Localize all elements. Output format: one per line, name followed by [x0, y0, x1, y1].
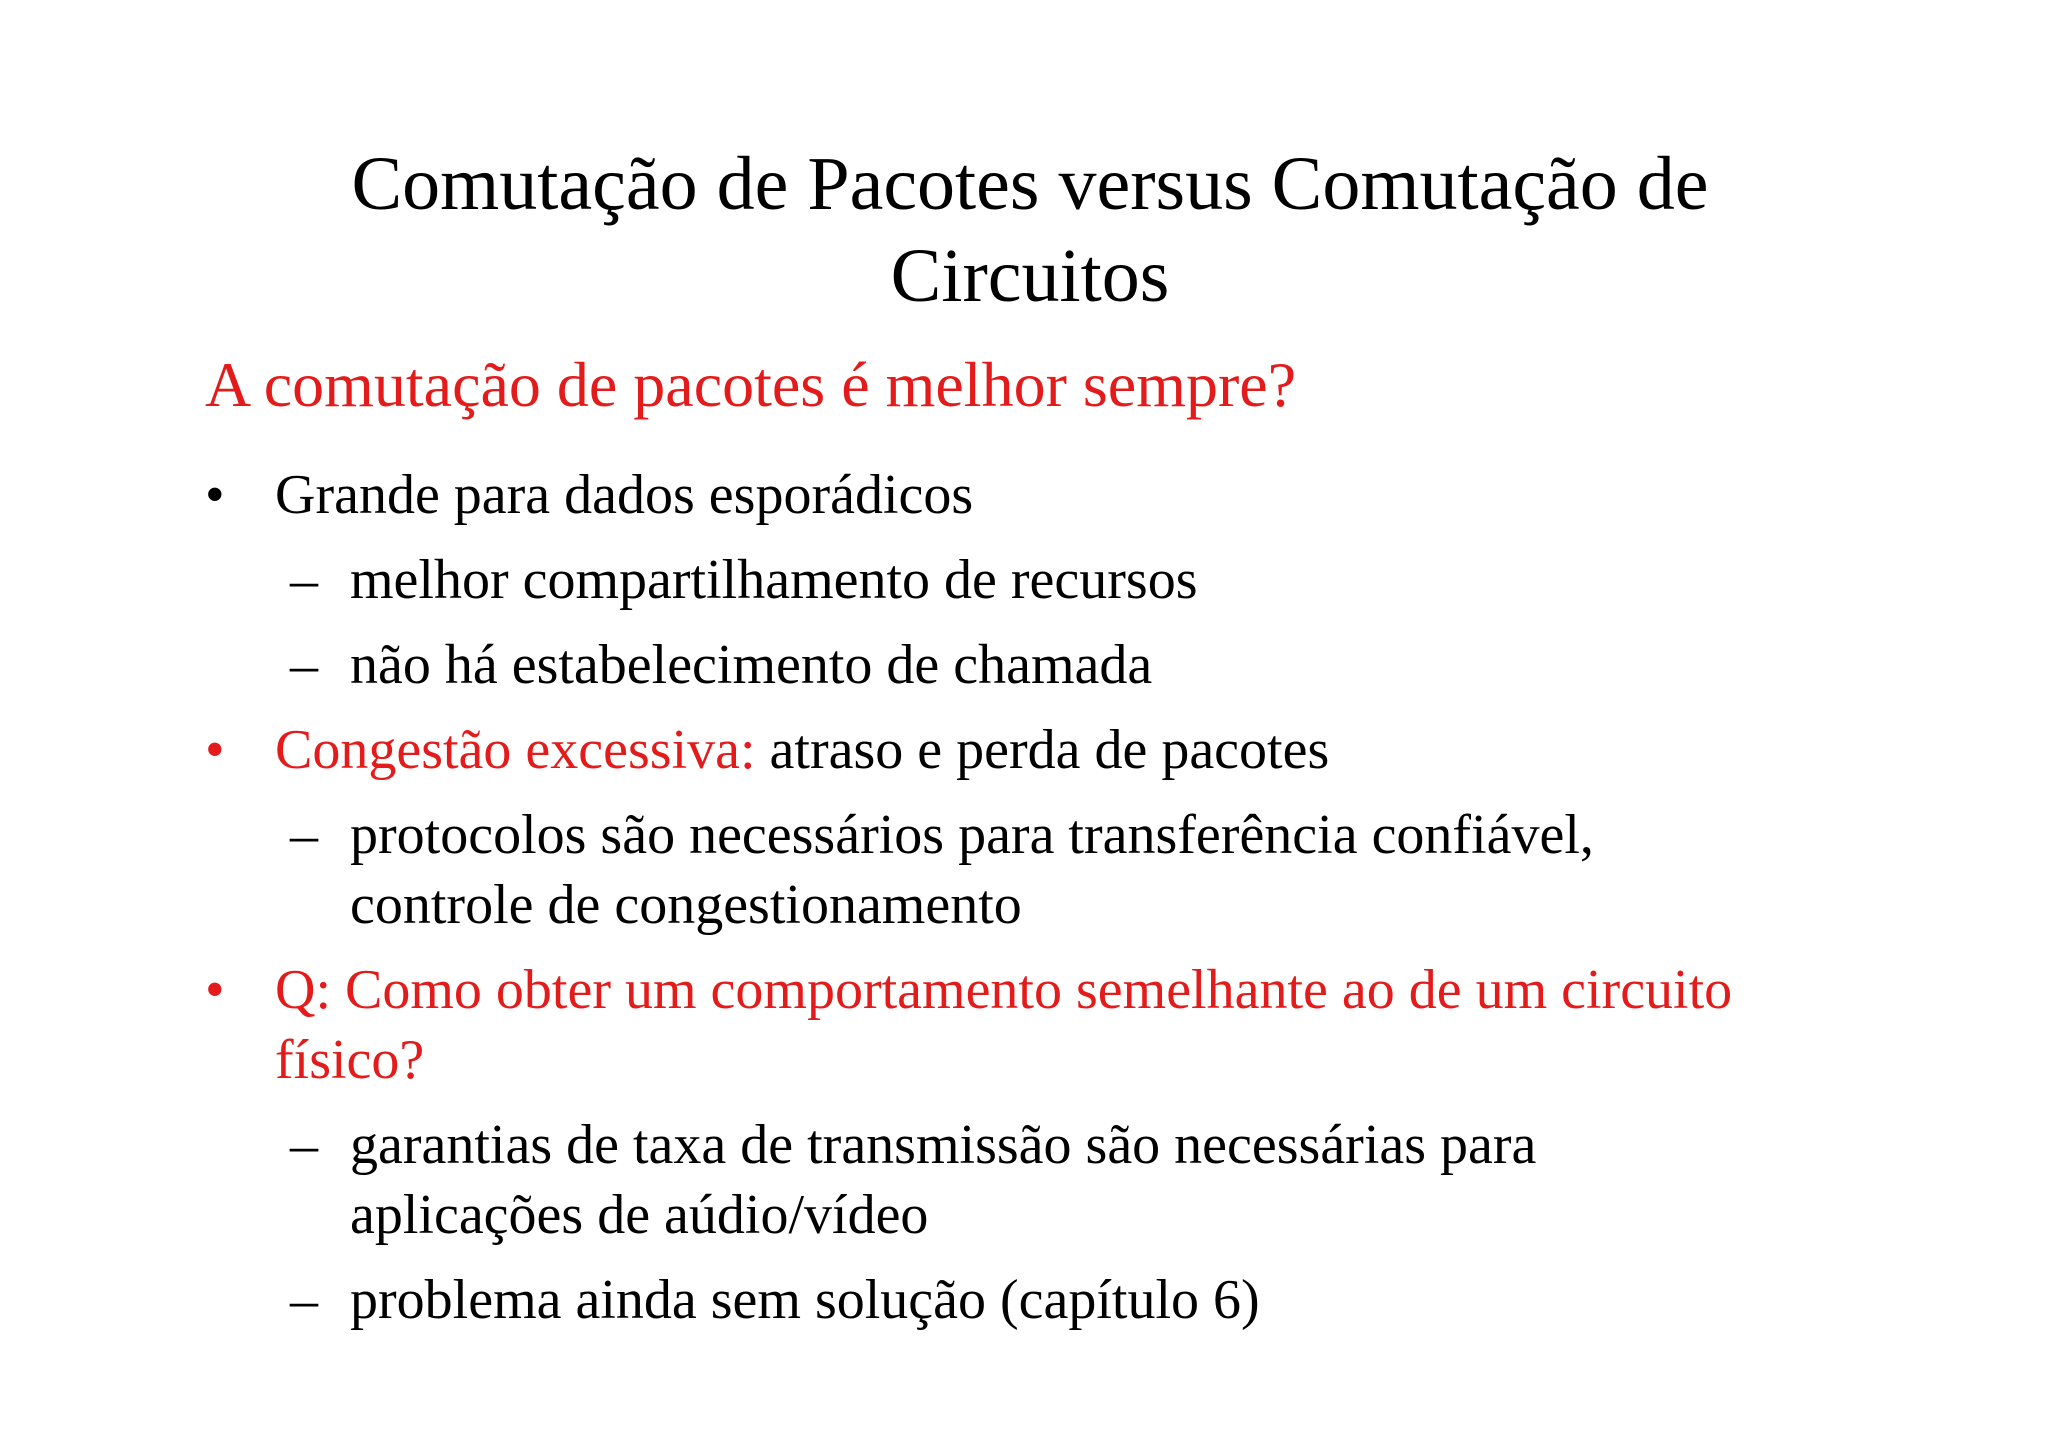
subbullet-text: problema ainda sem solução (capítulo 6): [350, 1269, 1260, 1331]
subbullet-text: [350, 1110, 1536, 1250]
subbullet-text: não há estabelecimento de chamada: [350, 634, 1153, 696]
bullet-text-line-2: físico?: [275, 1029, 425, 1091]
subbullet-text-line-1: garantias de taxa de transmissão são necessárias para: [350, 1114, 1537, 1176]
dash-marker: –: [290, 1114, 318, 1176]
subbullet-text-line-2: aplicações de aúdio/vídeo: [350, 1184, 929, 1246]
bullet-text-line-1: Q: Como obter um comportamento semelhante ao de um circuito: [275, 959, 1733, 1021]
bullet-text: Grande para dados esporádicos: [275, 464, 974, 526]
bullet-text-highlight: Congestão excessiva:: [275, 719, 756, 781]
subbullet-text: [350, 800, 1594, 940]
bullet-text: [275, 955, 1732, 1095]
dash-marker: –: [290, 1269, 318, 1331]
slide-title: [230, 138, 1830, 322]
bullet-marker: •: [205, 464, 225, 526]
bullet-text-rest: atraso e perda de pacotes: [755, 719, 1330, 781]
dash-marker: –: [290, 549, 318, 611]
subbullet-text: melhor compartilhamento de recursos: [350, 549, 1198, 611]
dash-marker: –: [290, 804, 318, 866]
subbullet-text-line-1: protocolos são necessários para transferência confiável,: [350, 804, 1594, 866]
bullet-marker: •: [205, 719, 225, 781]
bullet-marker: •: [205, 959, 225, 1021]
slide-subtitle: A comutação de pacotes é melhor sempre?: [205, 349, 1297, 420]
subbullet-text-line-2: controle de congestionamento: [350, 874, 1022, 936]
bullet-text: [275, 715, 1329, 785]
slide-title-line-1: Comutação de Pacotes versus Comutação de: [351, 142, 1709, 226]
dash-marker: –: [290, 634, 318, 696]
slide-title-line-2: Circuitos: [890, 234, 1170, 318]
